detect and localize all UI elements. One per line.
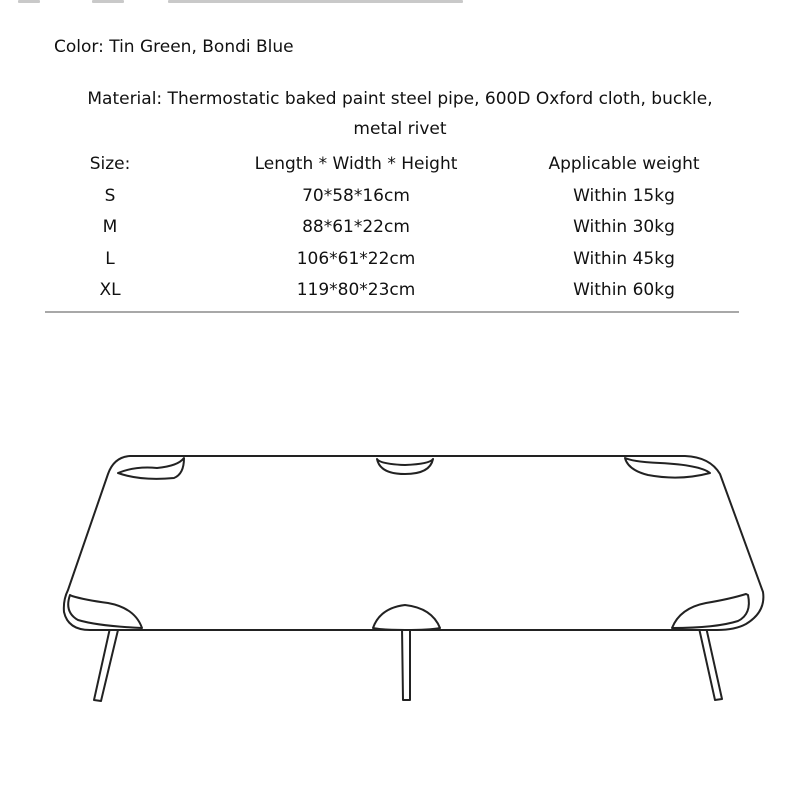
size-cell: M [102,217,118,237]
table-row [0,181,800,213]
material-line-1: Material: Thermostatic baked paint steel pipe, 600D Oxford cloth, buckle, [87,89,713,109]
dimensions-cell: 70*58*16cm [302,185,410,206]
size-cell: L [105,248,115,269]
material-spec [0,84,800,144]
cot-bed-outline [64,456,764,630]
header-weight: Applicable weight [548,154,700,174]
cot-leg-right [699,627,722,700]
table-row [0,275,800,307]
size-table-header [0,149,800,181]
weight-cell: Within 15kg [573,185,675,206]
table-row [0,244,800,276]
size-cell: XL [99,280,121,300]
dimensions-cell: 106*61*22cm [296,248,416,269]
header-dimensions: Length * Width * Height [254,154,458,174]
weight-cell: Within 60kg [573,280,675,300]
header-size: Size: [89,154,131,174]
material-line-2: metal rivet [353,119,447,139]
size-table [0,149,800,307]
weight-cell: Within 45kg [573,248,675,269]
dimensions-cell: 88*61*22cm [302,217,410,237]
cropped-header-remnant [0,0,800,10]
size-cell: S [104,185,116,206]
dimensions-cell: 119*80*23cm [296,280,416,300]
folding-cot-illustration [0,430,800,730]
weight-cell: Within 30kg [573,217,675,237]
cot-leg-middle [402,627,410,700]
table-row [0,212,800,244]
cot-leg-left [94,628,118,701]
color-spec: Color: Tin Green, Bondi Blue [54,37,294,57]
section-divider [45,311,739,313]
